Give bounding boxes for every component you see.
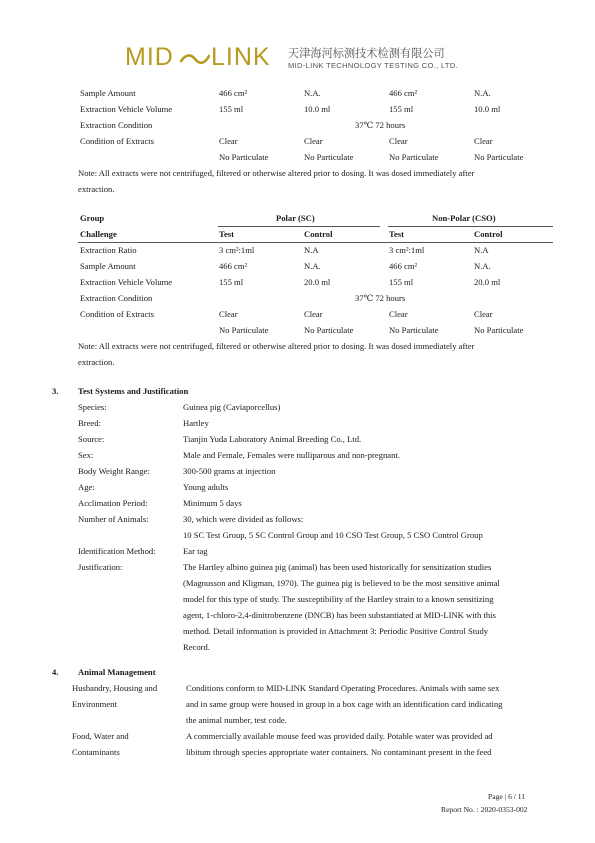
table-cell: Clear: [304, 309, 323, 319]
field-label: Justification:: [78, 562, 123, 572]
table-cell: 155 ml: [389, 277, 414, 287]
company-name-cn: 天津海河标测技术检测有限公司: [288, 47, 445, 60]
company-name-en: MID-LINK TECHNOLOGY TESTING CO., LTD.: [288, 61, 459, 70]
field-value: 10 SC Test Group, 5 SC Control Group and 10 CSO Test Group, 5 CSO Control Group: [183, 530, 483, 540]
section-title: Animal Management: [78, 667, 156, 677]
table-cell: No Particulate: [219, 152, 269, 162]
table-note-cont: extraction.: [78, 184, 115, 194]
field-label: Sex:: [78, 450, 94, 460]
justification-line: Record.: [183, 642, 210, 652]
justification-line: method. Detail information is provided in Attachment 3: Periodic Positive Control Study: [183, 626, 489, 636]
table-row-label: Extraction Condition: [80, 293, 153, 303]
justification-line: (Magnusson and Kligman, 1970). The guinea pig is believed to be the most sensitive animal: [183, 578, 500, 588]
table-note: Note: All extracts were not centrifuged, filtered or otherwise altered prior to dosing. It was dosed immediately after: [78, 168, 475, 178]
table-cell: 466 cm²: [219, 88, 248, 98]
table-cell: 20.0 ml: [474, 277, 501, 287]
table-row-label: Extraction Ratio: [80, 245, 137, 255]
field-label: Number of Animals:: [78, 514, 149, 524]
table-note: Note: All extracts were not centrifuged, filtered or otherwise altered prior to dosing. It was dosed immediately after: [78, 341, 475, 351]
table-cell: No Particulate: [304, 325, 354, 335]
table-header-control: Control: [304, 229, 333, 239]
food-line: A commercially available mouse feed was provided daily. Potable water was provided ad: [186, 731, 493, 741]
field-label: Breed:: [78, 418, 101, 428]
page-number: Page | 6 / 11: [488, 792, 526, 801]
table-cell: N.A.: [474, 261, 491, 271]
table-cell: 466 cm²: [389, 88, 418, 98]
table-cell: 3 cm²:1ml: [389, 245, 425, 255]
table-header-challenge: Challenge: [80, 229, 117, 239]
report-number: Report No. : 2020-0353-002: [441, 805, 528, 814]
field-value: Tianjin Yuda Laboratory Animal Breeding Co., Ltd.: [183, 434, 362, 444]
table-cell: 10.0 ml: [474, 104, 501, 114]
table-cell: Clear: [474, 136, 493, 146]
table-header-nonpolar: Non-Polar (CSO): [432, 213, 496, 223]
field-value: Young adults: [183, 482, 229, 492]
field-label: Contaminants: [72, 747, 120, 757]
field-value: Minimum 5 days: [183, 498, 242, 508]
table-cell: 155 ml: [219, 277, 244, 287]
table-cell: 466 cm²: [389, 261, 418, 271]
table-row-label: Extraction Vehicle Volume: [80, 104, 173, 114]
table-cell: N.A.: [304, 261, 321, 271]
husbandry-line: the animal number, test code.: [186, 715, 287, 725]
table-cell: Clear: [474, 309, 493, 319]
field-value: 30, which were divided as follows:: [183, 514, 304, 524]
field-value: Male and Female, Females were nulliparous and non-pregnant.: [183, 450, 400, 460]
table-cell: No Particulate: [474, 152, 524, 162]
field-label: Food, Water and: [72, 731, 129, 741]
table-cell: N.A: [474, 245, 489, 255]
husbandry-line: Conditions conform to MID-LINK Standard Operating Procedures. Animals with same sex: [186, 683, 500, 693]
section-number: 3.: [52, 386, 59, 396]
food-line: libitum through species appropriate water containers. No contaminant present in the feed: [186, 747, 492, 757]
section-title: Test Systems and Justification: [78, 386, 189, 396]
table-cell: No Particulate: [219, 325, 269, 335]
table-cell: 10.0 ml: [304, 104, 331, 114]
table-cell: Clear: [304, 136, 323, 146]
field-value: Hartley: [183, 418, 209, 428]
table-header-polar: Polar (SC): [276, 213, 315, 223]
field-value: Ear tag: [183, 546, 208, 556]
table-row-label: Condition of Extracts: [80, 136, 154, 146]
table-header-group: Group: [80, 213, 105, 223]
field-label: Environment: [72, 699, 117, 709]
table-row-label: Extraction Vehicle Volume: [80, 277, 173, 287]
section-number: 4.: [52, 667, 59, 677]
table-cell: No Particulate: [389, 152, 439, 162]
header-divider-polar: [218, 226, 380, 227]
table-header-test: Test: [389, 229, 404, 239]
field-label: Source:: [78, 434, 105, 444]
table-cell: 155 ml: [219, 104, 244, 114]
table-cell: 466 cm²: [219, 261, 248, 271]
field-label: Age:: [78, 482, 95, 492]
table-cell: 20.0 ml: [304, 277, 331, 287]
field-label: Species:: [78, 402, 107, 412]
table-header-test: Test: [219, 229, 234, 239]
table-cell: 3 cm²:1ml: [219, 245, 255, 255]
table-note-cont: extraction.: [78, 357, 115, 367]
table-cell-span: 37℃ 72 hours: [355, 293, 406, 303]
logo-mid-text: MID: [125, 43, 174, 71]
table-row-label: Extraction Condition: [80, 120, 153, 130]
table-cell: Clear: [219, 309, 238, 319]
table-cell: N.A.: [304, 88, 321, 98]
table-cell: No Particulate: [389, 325, 439, 335]
table-cell-span: 37℃ 72 hours: [355, 120, 406, 130]
justification-line: agent, 1-chloro-2,4-dinitrobenzene (DNCB) has been substantiated at MID-LINK with this: [183, 610, 496, 620]
field-value: Guinea pig (Caviaporcellus): [183, 402, 281, 412]
field-label: Identification Method:: [78, 546, 156, 556]
field-value: 300-500 grams at injection: [183, 466, 276, 476]
table-row-label: Condition of Extracts: [80, 309, 154, 319]
table-row-label: Sample Amount: [80, 88, 136, 98]
table-cell: Clear: [219, 136, 238, 146]
logo-link-text: LINK: [211, 43, 271, 71]
justification-line: The Hartley albino guinea pig (animal) has been used historically for sensitization studies: [183, 562, 492, 572]
header-logo: [125, 40, 475, 76]
table-row-label: Sample Amount: [80, 261, 136, 271]
table-header-rule: [78, 242, 553, 243]
table-cell: Clear: [389, 136, 408, 146]
husbandry-line: and in same group were housed in group in a box cage with an identification card indicating: [186, 699, 503, 709]
table-cell: Clear: [389, 309, 408, 319]
field-label: Body Weight Range:: [78, 466, 150, 476]
table-cell: No Particulate: [304, 152, 354, 162]
table-cell: N.A: [304, 245, 319, 255]
field-label: Husbandry, Housing and: [72, 683, 158, 693]
table-cell: N.A.: [474, 88, 491, 98]
table-header-control: Control: [474, 229, 503, 239]
logo-wave-icon: [180, 50, 210, 68]
field-label: Acclimation Period:: [78, 498, 148, 508]
table-cell: 155 ml: [389, 104, 414, 114]
justification-line: model for this type of study. The susceptibility of the Hartley strain to a known sensitizing: [183, 594, 494, 604]
header-divider-nonpolar: [388, 226, 553, 227]
table-cell: No Particulate: [474, 325, 524, 335]
